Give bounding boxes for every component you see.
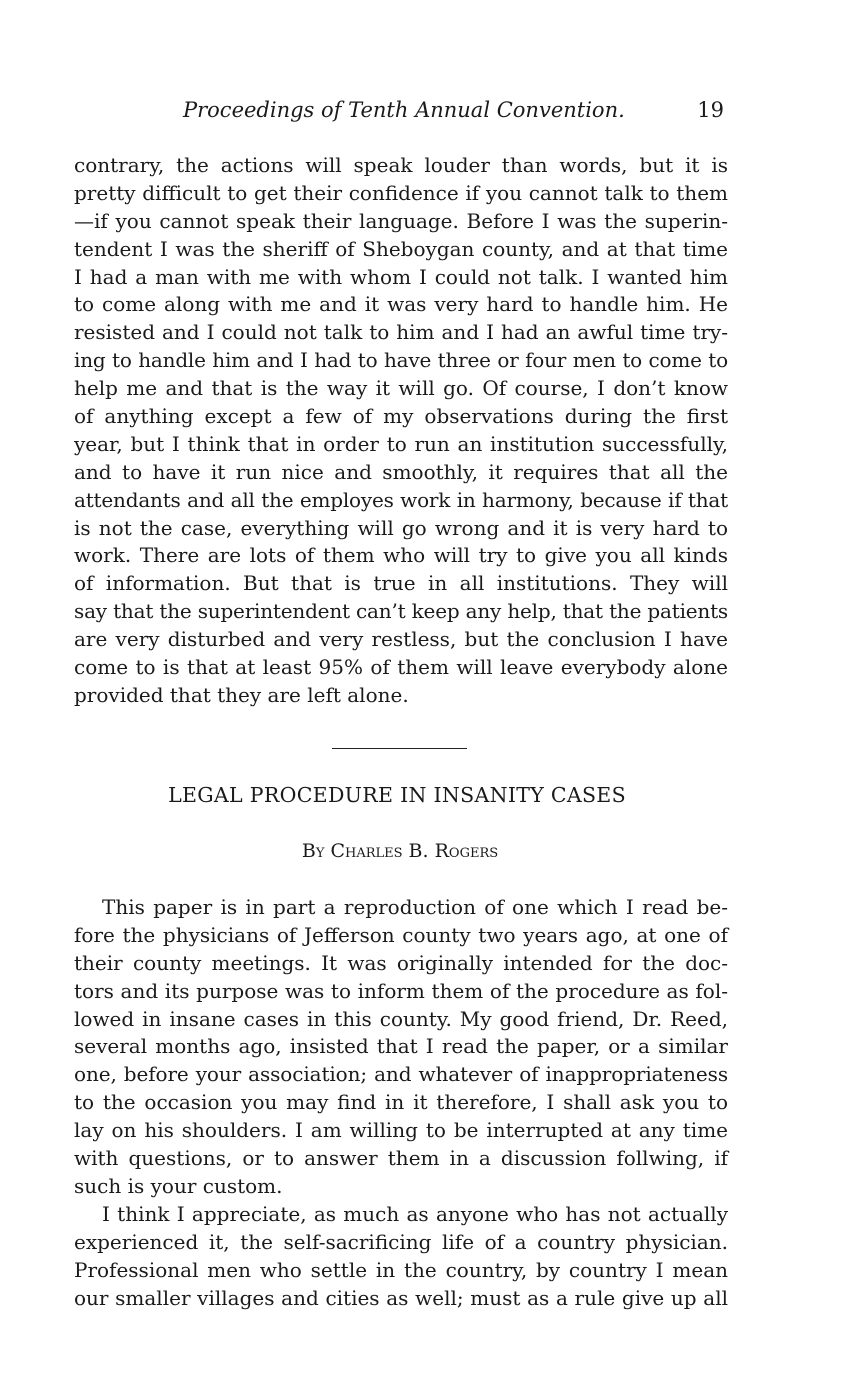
text-line: with questions, or to answer them in a discussion follwing, if — [74, 1146, 728, 1171]
text-line: come to is that at least 95% of them will leave everybody alone — [74, 655, 728, 680]
text-line: experienced it, the self-sacrificing life of a country physician. — [74, 1229, 728, 1254]
text-line: fore the physicians of Jefferson county two years ago, at one of — [74, 922, 728, 947]
article-paragraph-1 — [74, 894, 728, 1201]
text-line: of information. But that is true in all institutions. They will — [74, 571, 728, 596]
text-line: ing to handle him and I had to have three or four men to come to — [74, 348, 728, 373]
article-title: LEGAL PROCEDURE IN INSANITY CASES — [168, 783, 626, 807]
text-line: one, before your association; and whatever of inappropriateness — [74, 1062, 728, 1087]
text-line: I think I appreciate, as much as anyone who has not actually — [102, 1202, 728, 1226]
text-line: our smaller villages and cities as well; must as a rule give up all — [74, 1285, 728, 1310]
text-line: contrary, the actions will speak louder than words, but it is — [74, 153, 728, 177]
text-line: Professional men who settle in the country, by country I mean — [74, 1257, 728, 1282]
text-line: is not the case, everything will go wrong and it is very hard to — [74, 515, 728, 540]
text-line: of anything except a few of my observations during the first — [74, 404, 728, 429]
text-line: —if you cannot speak their language. Before I was the superin- — [74, 208, 728, 233]
text-line: such is your custom. — [74, 1173, 283, 1198]
text-line: lowed in insane cases in this county. My good friend, Dr. Reed, — [74, 1006, 728, 1031]
text-line: This paper is in part a reproduction of one which I read be- — [102, 895, 728, 919]
text-line: several months ago, insisted that I read the paper, or a similar — [74, 1034, 728, 1059]
text-line: help me and that is the way it will go. Of course, I don’t know — [74, 376, 728, 401]
text-line: tors and its purpose was to inform them of the procedure as fol- — [74, 978, 728, 1003]
text-line: attendants and all the employes work in harmony, because if that — [74, 487, 728, 512]
running-title: Proceedings of Tenth Annual Convention. — [183, 98, 625, 122]
text-line: I had a man with me with whom I could not talk. I wanted him — [74, 264, 728, 289]
article-paragraph-2 — [74, 1201, 728, 1313]
page-number: 19 — [697, 98, 724, 122]
text-line: to come along with me and it was very hard to handle him. He — [74, 292, 728, 317]
text-line: provided that they are left alone. — [74, 682, 409, 707]
text-line: lay on his shoulders. I am willing to be interrupted at any time — [74, 1118, 728, 1143]
text-line: pretty difficult to get their confidence if you cannot talk to them — [74, 180, 728, 205]
text-line: their county meetings. It was originally intended for the doc- — [74, 950, 728, 975]
section-divider — [332, 748, 467, 749]
text-line: say that the superintendent can’t keep any help, that the patients — [74, 599, 728, 624]
article-byline: By Charles B. Rogers — [301, 840, 499, 862]
continuation-paragraph — [74, 152, 728, 710]
text-line: resisted and I could not talk to him and I had an awful time try- — [74, 320, 728, 345]
text-line: work. There are lots of them who will try to give you all kinds — [74, 543, 728, 568]
text-line: and to have it run nice and smoothly, it requires that all the — [74, 459, 728, 484]
text-line: tendent I was the sheriff of Sheboygan county, and at that time — [74, 236, 728, 261]
running-header — [183, 98, 728, 128]
text-line: year, but I think that in order to run an institution successfully, — [74, 431, 728, 456]
text-line: are very disturbed and very restless, but the conclusion I have — [74, 627, 728, 652]
text-line: to the occasion you may find in it therefore, I shall ask you to — [74, 1090, 728, 1115]
